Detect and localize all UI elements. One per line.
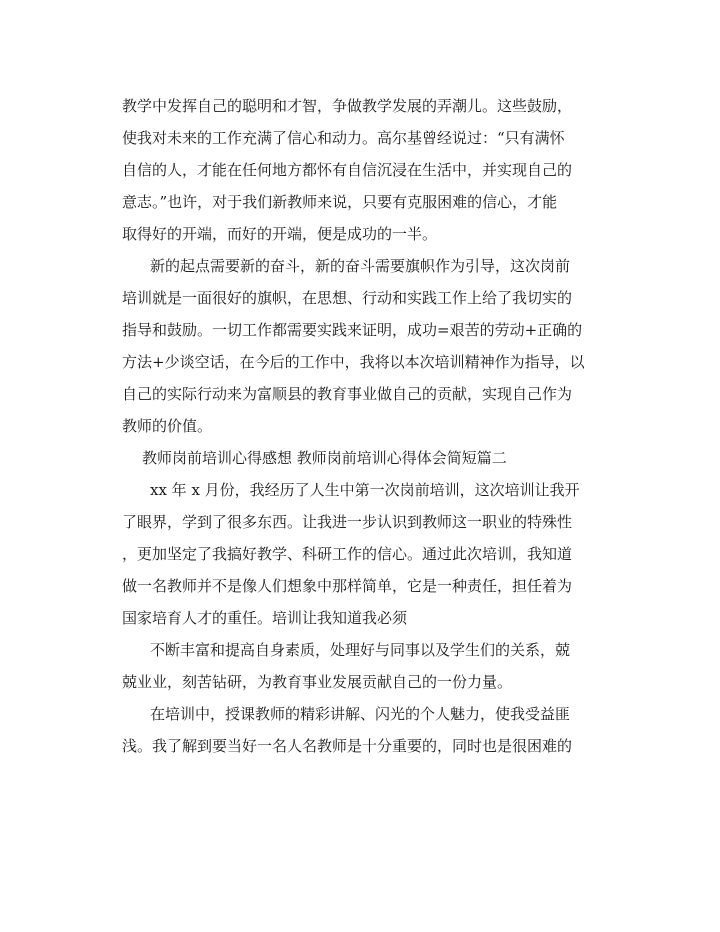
- text-line: 新的起点需要新的奋斗，新的奋斗需要旗帜作为引导，这次岗前: [150, 257, 571, 275]
- text-line: 方法+少谈空话，在今后的工作中，我将以本次培训精神作为指导，以: [122, 353, 585, 371]
- text-line: 自己的实际行动来为富顺县的教育事业做自己的贡献，实现自己作为: [122, 385, 573, 403]
- text-line: 教学中发挥自己的聪明和才智，争做教学发展的弄潮儿。这些鼓励，: [122, 97, 573, 115]
- text-line: 了眼界，学到了很多东西。让我进一步认识到教师这一职业的特殊性: [122, 513, 573, 531]
- section-heading: 教师岗前培训心得感想 教师岗前培训心得体会简短篇二: [142, 449, 507, 467]
- text-line: 在培训中，授课教师的精彩讲解、闪光的个人魅力，使我受益匪: [150, 705, 571, 723]
- text-line: 取得好的开端，而好的开端，便是成功的一半。: [122, 225, 438, 243]
- text-line: 意志。”也许，对于我们新教师来说，只要有克服困难的信心，才能: [122, 193, 558, 211]
- text-line: 国家培育人才的重任。培训让我知道我必须: [122, 609, 408, 627]
- text-line: 指导和鼓励。一切工作都需要实践来证明，成功=艰苦的劳动+正确的: [122, 321, 583, 339]
- text-line: ，更加坚定了我搞好教学、科研工作的信心。通过此次培训，我知道: [122, 545, 573, 563]
- text-line: 兢业业，刻苦钻研，为教育事业发展贡献自己的一份力量。: [122, 673, 513, 691]
- text-line: 做一名教师并不是像人们想象中那样简单，它是一种责任，担任着为: [122, 577, 573, 595]
- text-line: 使我对未来的工作充满了信心和动力。高尔基曾经说过：“只有满怀: [122, 129, 565, 147]
- text-line: 浅。我了解到要当好一名人名教师是十分重要的，同时也是很困难的: [122, 737, 573, 755]
- text-line: 培训就是一面很好的旗帜，在思想、行动和实践工作上给了我切实的: [122, 289, 573, 307]
- text-line: 教师的价值。: [122, 417, 213, 435]
- text-line: 不断丰富和提高自身素质，处理好与同事以及学生们的关系，兢: [150, 641, 571, 659]
- document-body: [122, 90, 612, 762]
- text-line: 自信的人，才能在任何地方都怀有自信沉浸在生活中，并实现自己的: [122, 161, 573, 179]
- text-line: xx 年 x 月份，我经历了人生中第一次岗前培训，这次培训让我开: [150, 481, 580, 499]
